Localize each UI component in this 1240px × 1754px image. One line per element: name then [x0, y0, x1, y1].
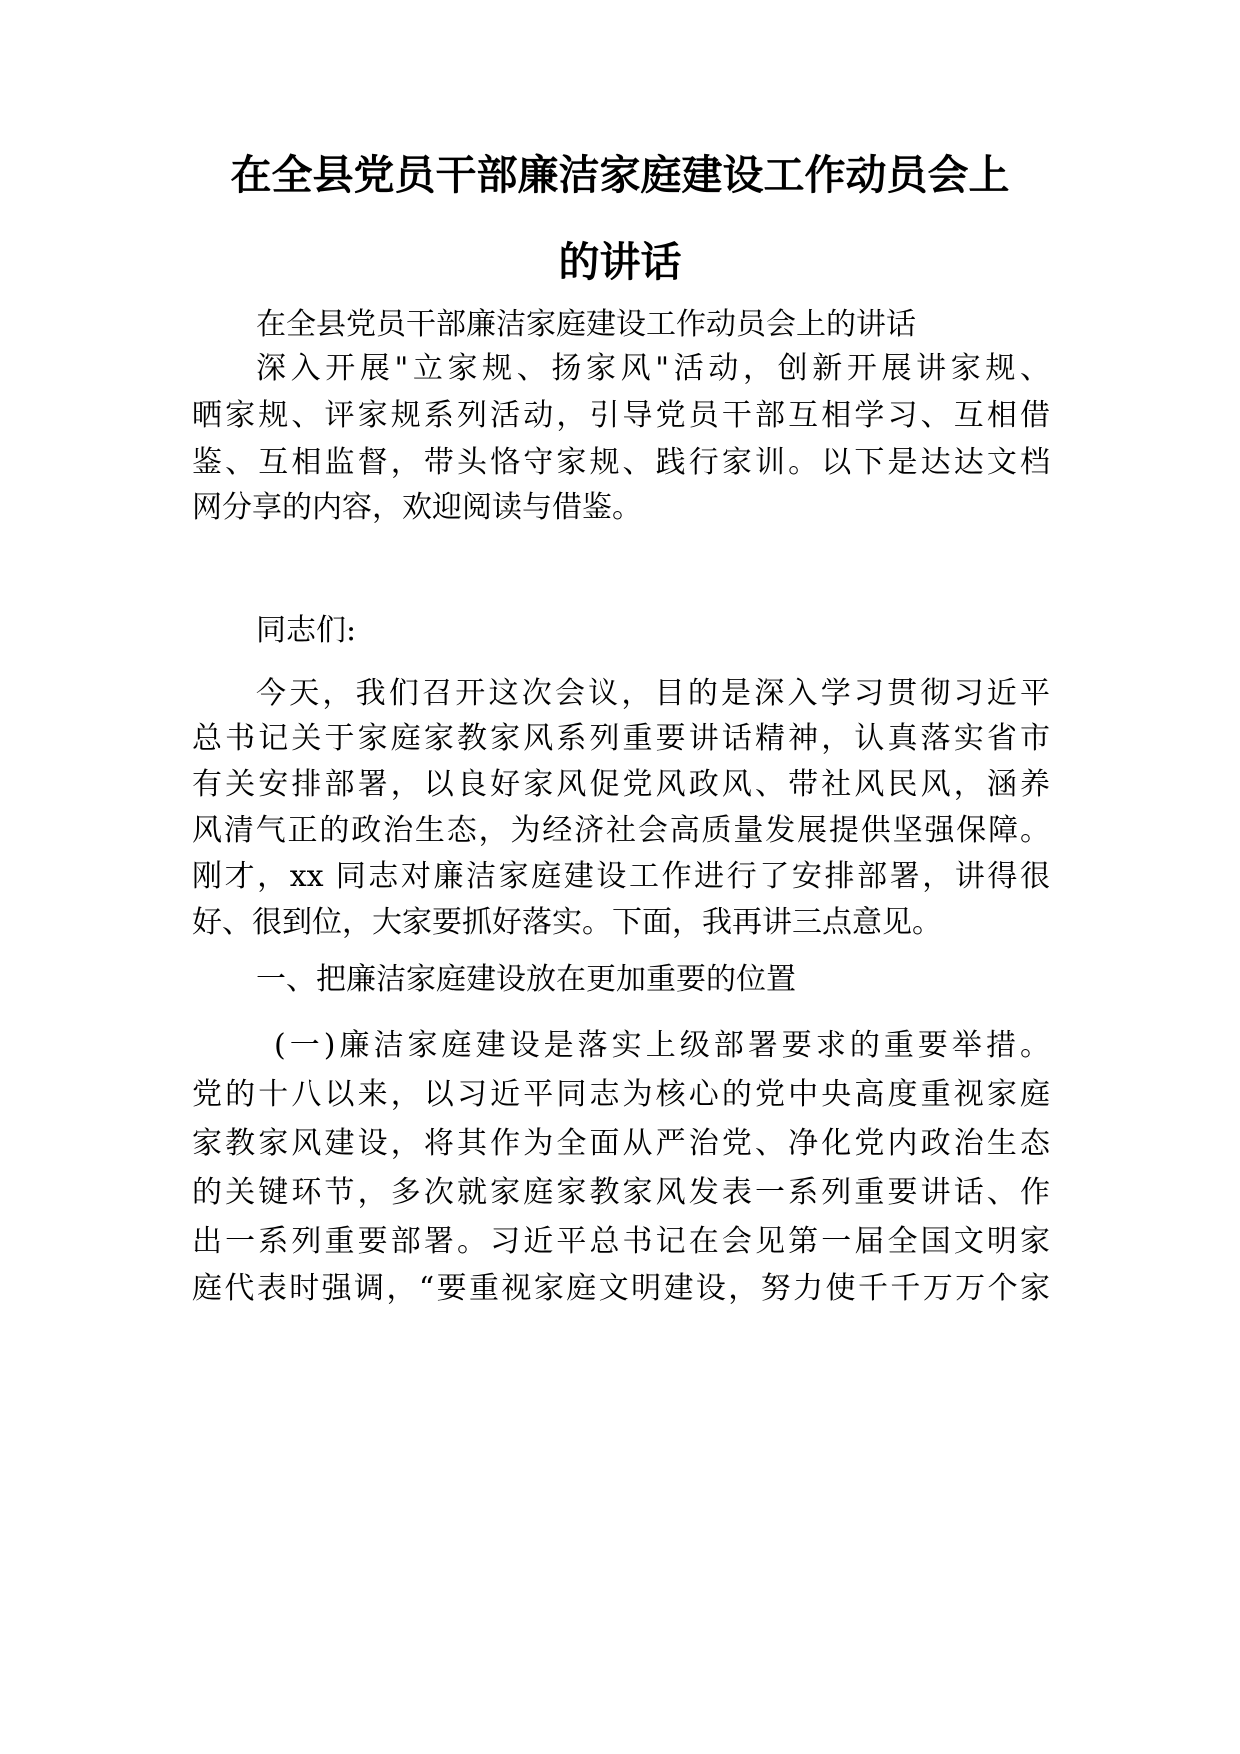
body-line: 鉴、互相监督，带头恪守家规、践行家训。以下是达达文档 — [192, 445, 1050, 480]
body-line: 家教家风建设，将其作为全面从严治党、净化党内政治生态 — [192, 1126, 1050, 1161]
subsection-heading: (一)廉洁家庭建设是落实上级部署要求的重要举措。 — [274, 1028, 1050, 1063]
body-line: 的关键环节，多次就家庭家教家风发表一系列重要讲话、作 — [192, 1175, 1050, 1210]
body-line: 晒家规、评家规系列活动，引导党员干部互相学习、互相借 — [192, 398, 1050, 433]
body-line: 有关安排部署，以良好家风促党风政风、带社风民风，涵养 — [192, 767, 1050, 802]
body-line: 风清气正的政治生态，为经济社会高质量发展提供坚强保障。 — [192, 813, 1050, 848]
body-line: 庭代表时强调，“要重视家庭文明建设，努力使千千万万个家 — [192, 1271, 1050, 1306]
document-title-line-2: 的讲话 — [558, 238, 682, 286]
body-line: 网分享的内容，欢迎阅读与借鉴。 — [192, 490, 642, 525]
salutation: 同志们: — [256, 613, 357, 648]
document-title-line-1: 在全县党员干部廉洁家庭建设工作动员会上 — [230, 151, 1010, 199]
body-line: 刚才，xx 同志对廉洁家庭建设工作进行了安排部署，讲得很 — [192, 859, 1050, 894]
body-line: 总书记关于家庭家教家风系列重要讲话精神，认真落实省市 — [192, 721, 1050, 756]
body-line: 好、很到位，大家要抓好落实。下面，我再讲三点意见。 — [192, 905, 942, 940]
body-line: 出一系列重要部署。习近平总书记在会见第一届全国文明家 — [192, 1224, 1050, 1259]
body-line: 深入开展"立家规、扬家风"活动，创新开展讲家规、 — [256, 351, 1050, 386]
body-line: 在全县党员干部廉洁家庭建设工作动员会上的讲话 — [256, 307, 916, 342]
body-line: 今天，我们召开这次会议，目的是深入学习贯彻习近平 — [256, 676, 1050, 711]
body-line: 党的十八以来，以习近平同志为核心的党中央高度重视家庭 — [192, 1077, 1050, 1112]
section-heading: 一、把廉洁家庭建设放在更加重要的位置 — [256, 962, 796, 997]
